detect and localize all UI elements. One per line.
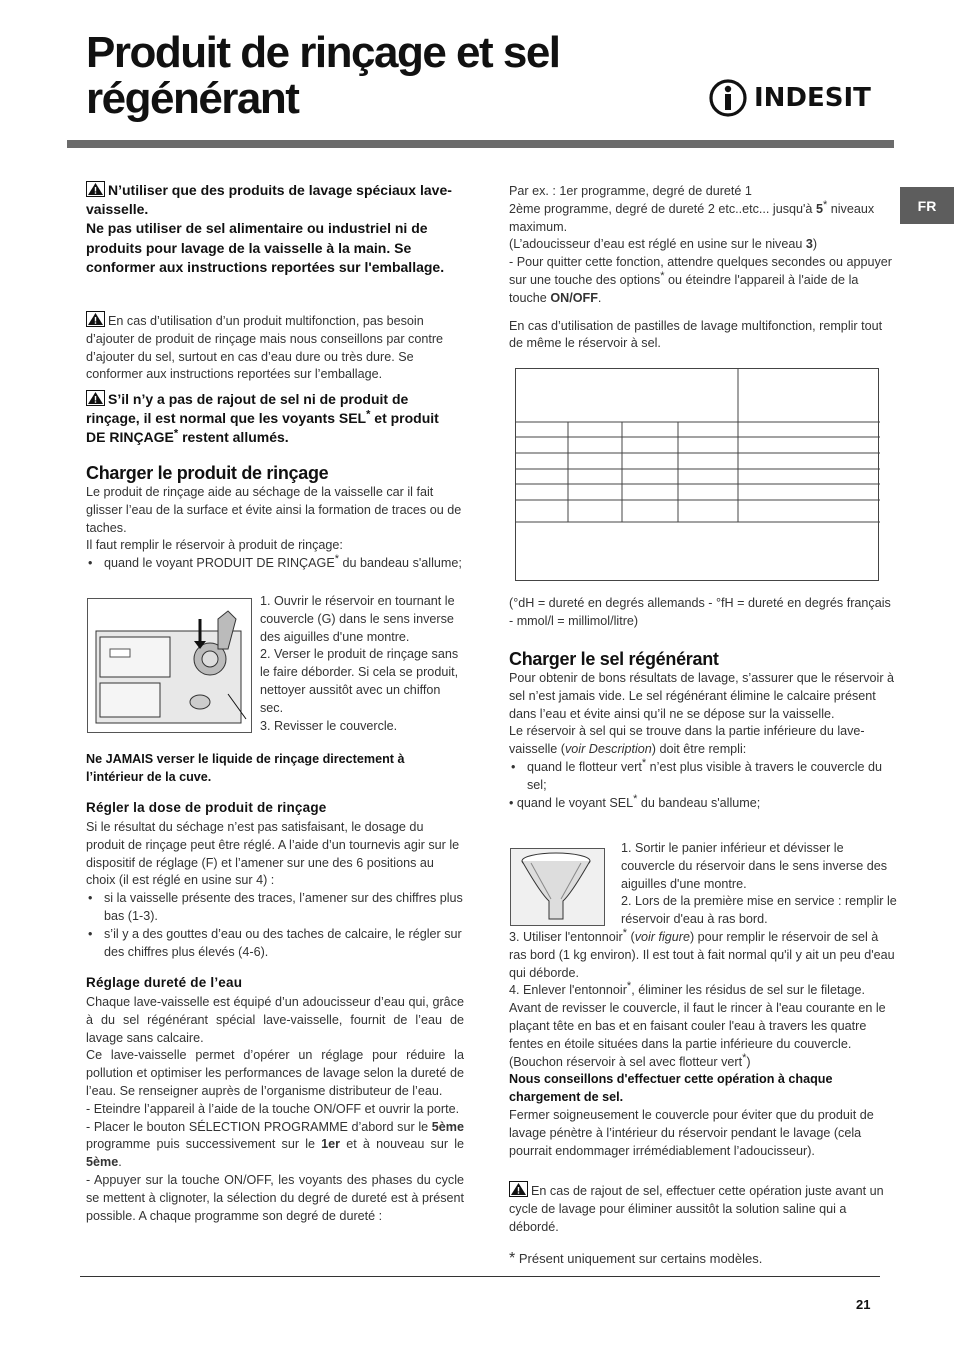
hardness-p4b: 5ème	[431, 1119, 464, 1134]
hardness-paragraph-1: Chaque lave-vaisselle est équipé d’un adoucisseur d’eau qui, grâce à du sel régénérant spécial lave-vaisselle, fournit de l’eau de lavage sans calcaire.	[86, 995, 464, 1045]
rinse-steps	[260, 593, 464, 735]
example-3c: )	[812, 237, 818, 252]
dose-bullet-2: • s’il y a des gouttes d’eau ou des taches de calcaire, le régler sur des chiffres plus élevés (4-6).	[86, 926, 464, 962]
salt-step-2: 2. Lors de la première mise en service : remplir le réservoir d'eau à ras bord.	[621, 894, 897, 927]
rinse-dispenser-illustration	[87, 598, 252, 733]
salt-paragraph-2	[509, 723, 897, 759]
asterisk: *	[366, 408, 371, 421]
rinse-step-1: 1. Ouvrir le réservoir en tournant le couvercle (G) dans le sens inverse des aiguilles d'une montre.	[260, 594, 455, 644]
hardness-paragraph-4	[86, 1119, 464, 1172]
brand-logo	[708, 80, 871, 116]
rinse-step-3: 3. Revisser le couvercle.	[260, 718, 398, 733]
salt-steps-3-4	[509, 926, 897, 1160]
salt-step-3	[509, 926, 897, 982]
salt-warning-text: En cas de rajout de sel, effectuer cette opération juste avant un cycle de lavage pour éliminer aussitôt la solution saline qui a débordé.	[509, 1184, 884, 1234]
hardness-p4c: programme puis successivement sur le	[86, 1137, 322, 1152]
warning-icon	[86, 311, 105, 327]
footer-rule	[80, 1276, 880, 1277]
hardness-p4d: 1er	[321, 1137, 341, 1152]
asterisk: *	[742, 1051, 747, 1064]
hardness-paragraph-5: - Appuyer sur la touche ON/OFF, les voyants des phases du cycle se mettent à clignoter, la sélection du degré de dureté est à présent possible. A chaque programme son degré de dureté :	[86, 1172, 464, 1223]
hardness-p4f: 5ème	[86, 1155, 119, 1170]
salt-paragraph-1: Pour obtenir de bons résultats de lavage, s’assurer que le réservoir à sel n’est jamais vide. Le sel régénérant élimine le calcaire présent dans l’eau et évite ainsi qu’il ne se dépose sur la vaisselle.	[509, 671, 895, 721]
hardness-paragraph-3: - Eteindre l’appareil à l’aide de la touche ON/OFF et ouvrir la porte.	[86, 1101, 460, 1116]
heading-hardness: Réglage dureté de l’eau	[86, 975, 243, 990]
page-number: 21	[856, 1297, 871, 1312]
rinse-step-2: 2. Verser le produit de rinçage sans le faire déborder. Si cela se produit, nettoyer aussitôt avec un chiffon sec.	[260, 647, 459, 715]
dose-bullet-1: • si la vaisselle présente des traces, l’amener sur des chiffres plus bas (1-3).	[86, 890, 464, 926]
asterisk: *	[633, 792, 638, 805]
hardness-p4e: et à nouveau sur le	[340, 1137, 465, 1152]
salt-s3b: (	[626, 930, 635, 944]
salt-s3d: ) pour remplir le réservoir de sel à ras bord (1 kg environ). Il est tout à fait normal qu'il y ait un peu d'eau qui déborde.	[509, 930, 895, 980]
warning-text-3c: restent allumés.	[178, 429, 289, 446]
example-4a: - Pour quitter cette fonction, attendre quelques secondes ou appuyer sur une touche des options	[509, 255, 892, 287]
asterisk: *	[509, 1250, 516, 1267]
warning-block-1	[86, 181, 460, 277]
example-line-4	[509, 254, 897, 307]
salt-b1a: quand le flotteur vert	[527, 759, 642, 774]
warning-text-3b: et produit DE RINÇAGE	[86, 410, 439, 446]
salt-s3c: voir figure	[634, 930, 690, 944]
rinse-bullet	[86, 555, 464, 573]
salt-b2a: • quand le voyant SEL	[509, 795, 634, 810]
rinse-section	[86, 484, 464, 573]
example-2c: niveaux maximum.	[509, 201, 875, 234]
example-2a: 2ème programme, degré de dureté 2 etc..etc... jusqu'à	[509, 201, 816, 216]
multifunction-note: En cas d’utilisation de pastilles de lavage multifonction, remplir tout de même le réservoir à sel.	[509, 318, 883, 351]
salt-bullet-2	[509, 792, 897, 813]
warning-icon	[86, 181, 105, 197]
units-note: (°dH = dureté en degrés allemands - °fH = dureté en degrés français - mmol/l = millimol/litre)	[509, 596, 891, 628]
warning-block-3	[86, 390, 460, 448]
warning-text-1: N’utiliser que des produits de lavage spéciaux lave-vaisselle.	[86, 182, 452, 218]
salt-s4a: 4. Enlever l'entonnoir	[509, 983, 627, 998]
salt-p2c: ) doit être rempli:	[651, 742, 747, 757]
asterisk: *	[622, 926, 627, 939]
warning-text-2: En cas d’utilisation d’un produit multifonction, pas besoin d’ajouter de produit de rinçage mais nous conseillons par contre d’ajouter du sel, surtout en cas d’eau dure ou très dure. Se conformer aux instructions reportées sur l’emballage.	[86, 314, 444, 382]
salt-s3a: 3. Utiliser l'entonnoir	[509, 930, 623, 944]
salt-step-1: 1. Sortir le panier inférieur et dévisser le couvercle du réservoir dans le sens inverse des aiguilles d'une montre.	[621, 841, 887, 891]
rinse-paragraph-2: Il faut remplir le réservoir à produit de rinçage:	[86, 538, 343, 553]
language-tab: FR	[900, 187, 954, 224]
example-line-2	[509, 198, 897, 237]
asterisk: *	[660, 269, 665, 282]
asterisk: *	[334, 553, 340, 565]
example-2b: 5	[815, 201, 823, 216]
rinse-bullet-a: quand le voyant PRODUIT DE RINÇAGE	[104, 556, 335, 571]
salt-advice: Nous conseillons d'effectuer cette opération à chaque chargement de sel.	[509, 1072, 833, 1105]
dose-section	[86, 819, 464, 961]
example-3b: 3	[805, 237, 813, 252]
page-title: Produit de rinçage et sel régénérant	[86, 28, 560, 123]
rinse-bullet-b: du bandeau s'allume;	[339, 556, 462, 571]
asterisk: *	[173, 427, 179, 440]
salt-close: Fermer soigneusement le couvercle pour éviter que du produit de lavage pénètre à l’intérieur du réservoir pendant le lavage (cela pourrait endommager irrémédiablement l’adoucisseur).	[509, 1107, 874, 1158]
salt-section	[509, 670, 897, 812]
salt-b1b: n’est plus visible à travers le couvercle du sel;	[527, 759, 883, 792]
hardness-table	[515, 368, 879, 581]
salt-p2a: Le réservoir à sel qui se trouve dans la partie inférieure du lave-vaisselle (	[509, 724, 865, 757]
warning-text-3a: S’il n’y a pas de rajout de sel ni de produit de rinçage, il est normal que les voyants SEL	[86, 391, 409, 427]
header-rule	[67, 140, 894, 148]
footnote	[509, 1250, 897, 1268]
example-4b: ou éteindre l'appareil à l'aide de la touche	[509, 272, 859, 305]
right-example	[509, 183, 897, 353]
asterisk: *	[822, 198, 828, 211]
salt-step-4	[509, 982, 897, 1071]
asterisk: *	[641, 756, 647, 769]
example-line-1: Par ex. : 1er programme, degré de dureté 1	[509, 184, 752, 198]
hardness-section	[86, 994, 464, 1225]
funnel-illustration	[510, 848, 605, 926]
rinse-never-warning: Ne JAMAIS verser le liquide de rinçage directement à l’intérieur de la cuve.	[86, 752, 405, 784]
brand-name: INDESIT	[754, 83, 871, 113]
hardness-p4a: - Placer le bouton SÉLECTION PROGRAMME d’abord sur le	[86, 1119, 432, 1134]
footnote-text: Présent uniquement sur certains modèles.	[518, 1251, 763, 1266]
salt-p2b: voir Description	[565, 742, 652, 757]
salt-s4c: )	[746, 1054, 751, 1069]
salt-s4b: , éliminer les résidus de sel sur le filetage. Avant de revisser le couvercle, il faut le rincer à l'eau courante en le plaçant tête en bas et en faisant couler l'eau à travers les quatre fentes en étoile situées dans la partie inférieure du couvercle. (Bouchon réservoir à sel avec flotteur vert	[509, 983, 886, 1069]
salt-steps-1-2	[621, 840, 897, 929]
warning-icon	[509, 1181, 528, 1197]
rinse-paragraph: Le produit de rinçage aide au séchage de la vaisselle car il fait glisser l’eau de la surface et évite ainsi la formation de traces ou de taches.	[86, 485, 462, 535]
indesit-i-icon	[708, 78, 748, 118]
dose-paragraph: Si le résultat du séchage n’est pas satisfaisant, le dosage du produit de rinçage peut être réglé. A l’aide d’un tournevis agir sur le dispositif de réglage (F) et l’amener sur une des 6 positions au choix (il est réglé en usine sur 4) :	[86, 820, 460, 888]
warning-text-1b: Ne pas utiliser de sel alimentaire ou industriel ni de produits pour lavage de la vaisselle à la main. Se conformer aux instructions reportées sur l'emballage.	[86, 220, 445, 275]
example-4c: ON/OFF	[550, 290, 598, 305]
salt-warning	[509, 1181, 897, 1236]
example-4d: .	[597, 290, 602, 305]
hardness-paragraph-2: Ce lave-vaisselle permet d’opérer un réglage pour réduire la pollution et optimiser les performances de lavage selon la dureté de l’eau. Se renseigner auprès de l’organisme distributeur de l’eau.	[86, 1048, 464, 1098]
asterisk: *	[626, 980, 632, 993]
hardness-p4g: .	[118, 1155, 122, 1170]
example-3a: (L’adoucisseur d’eau est réglé en usine sur le niveau	[509, 237, 806, 252]
example-line-3	[509, 236, 897, 254]
salt-bullet-1	[509, 756, 897, 795]
heading-salt: Charger le sel régénérant	[509, 649, 719, 669]
heading-dose: Régler la dose de produit de rinçage	[86, 800, 327, 815]
salt-b2b: du bandeau s'allume;	[637, 795, 761, 810]
warning-block-2	[86, 311, 464, 384]
warning-icon	[86, 390, 105, 406]
left-column	[86, 181, 460, 277]
heading-rinse: Charger le produit de rinçage	[86, 463, 329, 483]
